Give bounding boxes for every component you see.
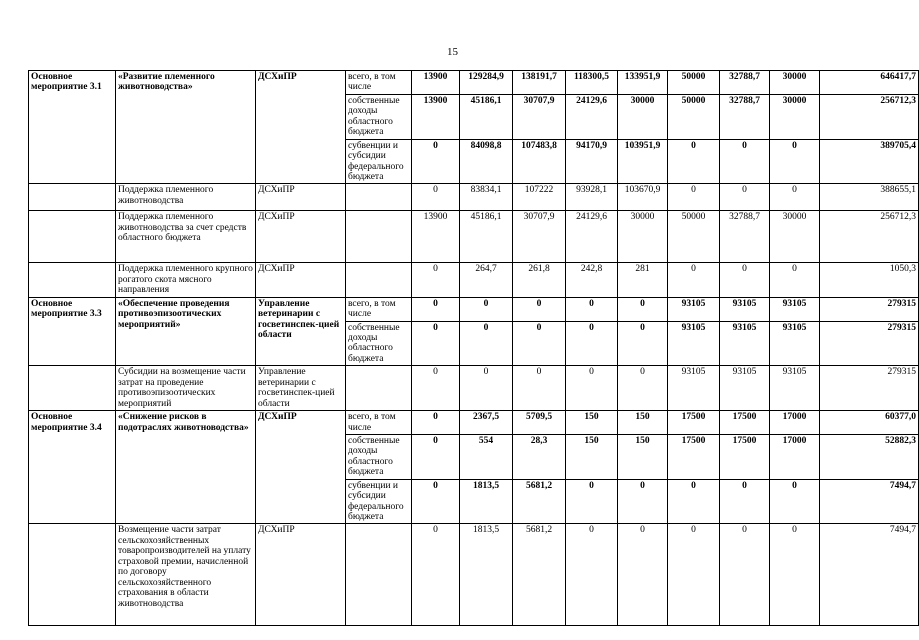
value-cell: 0 [618,479,668,524]
value-cell: 133951,9 [618,71,668,95]
value-cell: 93105 [668,366,720,411]
measure-cell: Основное мероприятие 3.4 [29,411,116,524]
value-cell: 0 [566,524,618,626]
value-cell: 32788,7 [720,94,770,139]
value-cell: 93105 [770,297,820,321]
total-cell: 256712,3 [820,94,919,139]
executor-cell: ДСХиПР [256,263,346,297]
value-cell: 13900 [412,94,460,139]
value-cell: 118300,5 [566,71,618,95]
value-cell: 17500 [720,434,770,479]
value-cell: 0 [412,297,460,321]
measure-cell: Основное мероприятие 3.3 [29,297,116,366]
value-cell: 0 [513,297,566,321]
value-cell: 150 [618,434,668,479]
total-cell: 646417,7 [820,71,919,95]
value-cell: 0 [460,321,513,366]
page-number: 15 [447,46,458,58]
value-cell: 0 [668,263,720,297]
value-cell: 0 [566,321,618,366]
funding-source-cell [346,211,412,263]
value-cell: 0 [412,184,460,211]
value-cell: 0 [618,321,668,366]
value-cell: 150 [618,411,668,435]
value-cell: 0 [412,139,460,184]
value-cell: 103951,9 [618,139,668,184]
value-cell: 0 [513,366,566,411]
measure-name-cell: Поддержка племенного животноводства за счет средств областного бюджета [116,211,256,263]
value-cell: 30707,9 [513,211,566,263]
value-cell: 0 [720,139,770,184]
total-cell: 1050,3 [820,263,919,297]
value-cell: 24129,6 [566,211,618,263]
value-cell: 242,8 [566,263,618,297]
total-cell: 389705,4 [820,139,919,184]
table-row [29,366,919,411]
executor-cell: ДСХиПР [256,184,346,211]
value-cell: 0 [668,479,720,524]
value-cell: 150 [566,411,618,435]
table-row [29,71,919,95]
executor-cell: Управление ветеринарии с госветинспек-цией области [256,297,346,366]
value-cell: 93928,1 [566,184,618,211]
value-cell: 17500 [668,434,720,479]
value-cell: 0 [566,479,618,524]
total-cell: 7494,7 [820,479,919,524]
measure-name-cell: «Развитие племенного животноводства» [116,71,256,184]
value-cell: 17000 [770,411,820,435]
value-cell: 93105 [770,366,820,411]
value-cell: 0 [412,411,460,435]
value-cell: 0 [720,184,770,211]
value-cell: 0 [668,139,720,184]
value-cell: 129284,9 [460,71,513,95]
value-cell: 94170,9 [566,139,618,184]
table-row [29,524,919,626]
value-cell: 45186,1 [460,94,513,139]
funding-source-cell: субвенции и субсидии федерального бюджета [346,479,412,524]
value-cell: 83834,1 [460,184,513,211]
executor-cell: Управление ветеринарии с госветинспек-цией области [256,366,346,411]
value-cell: 28,3 [513,434,566,479]
value-cell: 30000 [770,211,820,263]
measure-name-cell: «Снижение рисков в подотраслях животноводства» [116,411,256,524]
table-row [29,297,919,321]
measure-cell [29,184,116,211]
value-cell: 30707,9 [513,94,566,139]
value-cell: 93105 [770,321,820,366]
value-cell: 93105 [720,366,770,411]
total-cell: 279315 [820,297,919,321]
value-cell: 5709,5 [513,411,566,435]
value-cell: 17500 [668,411,720,435]
table-row [29,184,919,211]
value-cell: 50000 [668,71,720,95]
measure-name-cell: «Обеспечение проведения противоэпизоотических мероприятий» [116,297,256,366]
value-cell: 264,7 [460,263,513,297]
value-cell: 45186,1 [460,211,513,263]
value-cell: 103670,9 [618,184,668,211]
total-cell: 279315 [820,321,919,366]
value-cell: 0 [668,524,720,626]
value-cell: 0 [412,434,460,479]
executor-cell: ДСХиПР [256,411,346,524]
value-cell: 84098,8 [460,139,513,184]
value-cell: 0 [770,139,820,184]
value-cell: 30000 [618,94,668,139]
value-cell: 0 [412,524,460,626]
value-cell: 24129,6 [566,94,618,139]
value-cell: 30000 [618,211,668,263]
program-table [28,70,919,626]
value-cell: 32788,7 [720,71,770,95]
funding-source-cell [346,524,412,626]
value-cell: 107483,8 [513,139,566,184]
value-cell: 0 [618,366,668,411]
total-cell: 52882,3 [820,434,919,479]
value-cell: 93105 [668,297,720,321]
funding-source-cell: всего, в том числе [346,411,412,435]
table-row [29,411,919,435]
value-cell: 0 [720,479,770,524]
value-cell: 1813,5 [460,479,513,524]
table-row [29,211,919,263]
funding-source-cell: собственные доходы областного бюджета [346,321,412,366]
funding-source-cell: всего, в том числе [346,71,412,95]
total-cell: 256712,3 [820,211,919,263]
total-cell: 7494,7 [820,524,919,626]
funding-source-cell [346,184,412,211]
measure-cell [29,524,116,626]
value-cell: 0 [412,321,460,366]
value-cell: 2367,5 [460,411,513,435]
value-cell: 150 [566,434,618,479]
executor-cell: ДСХиПР [256,71,346,184]
value-cell: 30000 [770,94,820,139]
value-cell: 107222 [513,184,566,211]
funding-source-cell: собственные доходы областного бюджета [346,434,412,479]
value-cell: 13900 [412,211,460,263]
value-cell: 0 [513,321,566,366]
value-cell: 0 [412,366,460,411]
measure-cell [29,211,116,263]
value-cell: 0 [460,366,513,411]
funding-source-cell [346,263,412,297]
value-cell: 50000 [668,94,720,139]
executor-cell: ДСХиПР [256,211,346,263]
value-cell: 0 [720,263,770,297]
value-cell: 0 [412,263,460,297]
measure-name-cell: Субсидии на возмещение части затрат на проведение противоэпизоотических мероприятий [116,366,256,411]
measure-name-cell: Поддержка племенного животноводства [116,184,256,211]
table-row [29,263,919,297]
value-cell: 93105 [668,321,720,366]
value-cell: 5681,2 [513,524,566,626]
value-cell: 0 [566,366,618,411]
funding-source-cell: всего, в том числе [346,297,412,321]
value-cell: 50000 [668,211,720,263]
value-cell: 0 [770,479,820,524]
value-cell: 17000 [770,434,820,479]
value-cell: 0 [720,524,770,626]
value-cell: 0 [770,524,820,626]
funding-source-cell: субвенции и субсидии федерального бюджета [346,139,412,184]
value-cell: 281 [618,263,668,297]
value-cell: 554 [460,434,513,479]
value-cell: 13900 [412,71,460,95]
executor-cell: ДСХиПР [256,524,346,626]
value-cell: 0 [566,297,618,321]
value-cell: 0 [770,184,820,211]
value-cell: 0 [460,297,513,321]
value-cell: 261,8 [513,263,566,297]
value-cell: 0 [412,479,460,524]
total-cell: 388655,1 [820,184,919,211]
total-cell: 60377,0 [820,411,919,435]
value-cell: 93105 [720,297,770,321]
value-cell: 17500 [720,411,770,435]
value-cell: 0 [668,184,720,211]
value-cell: 30000 [770,71,820,95]
funding-source-cell [346,366,412,411]
value-cell: 0 [770,263,820,297]
measure-cell [29,366,116,411]
value-cell: 5681,2 [513,479,566,524]
value-cell: 138191,7 [513,71,566,95]
funding-source-cell: собственные доходы областного бюджета [346,94,412,139]
measure-name-cell: Возмещение части затрат сельскохозяйственных товаропроизводителей на уплату страховой премии, начисленной по договору сельскохозяйственного страхования в области животноводства [116,524,256,626]
value-cell: 0 [618,524,668,626]
value-cell: 93105 [720,321,770,366]
value-cell: 32788,7 [720,211,770,263]
value-cell: 1813,5 [460,524,513,626]
total-cell: 279315 [820,366,919,411]
measure-name-cell: Поддержка племенного крупного рогатого скота мясного направления [116,263,256,297]
value-cell: 0 [618,297,668,321]
measure-cell: Основное мероприятие 3.1 [29,71,116,184]
measure-cell [29,263,116,297]
